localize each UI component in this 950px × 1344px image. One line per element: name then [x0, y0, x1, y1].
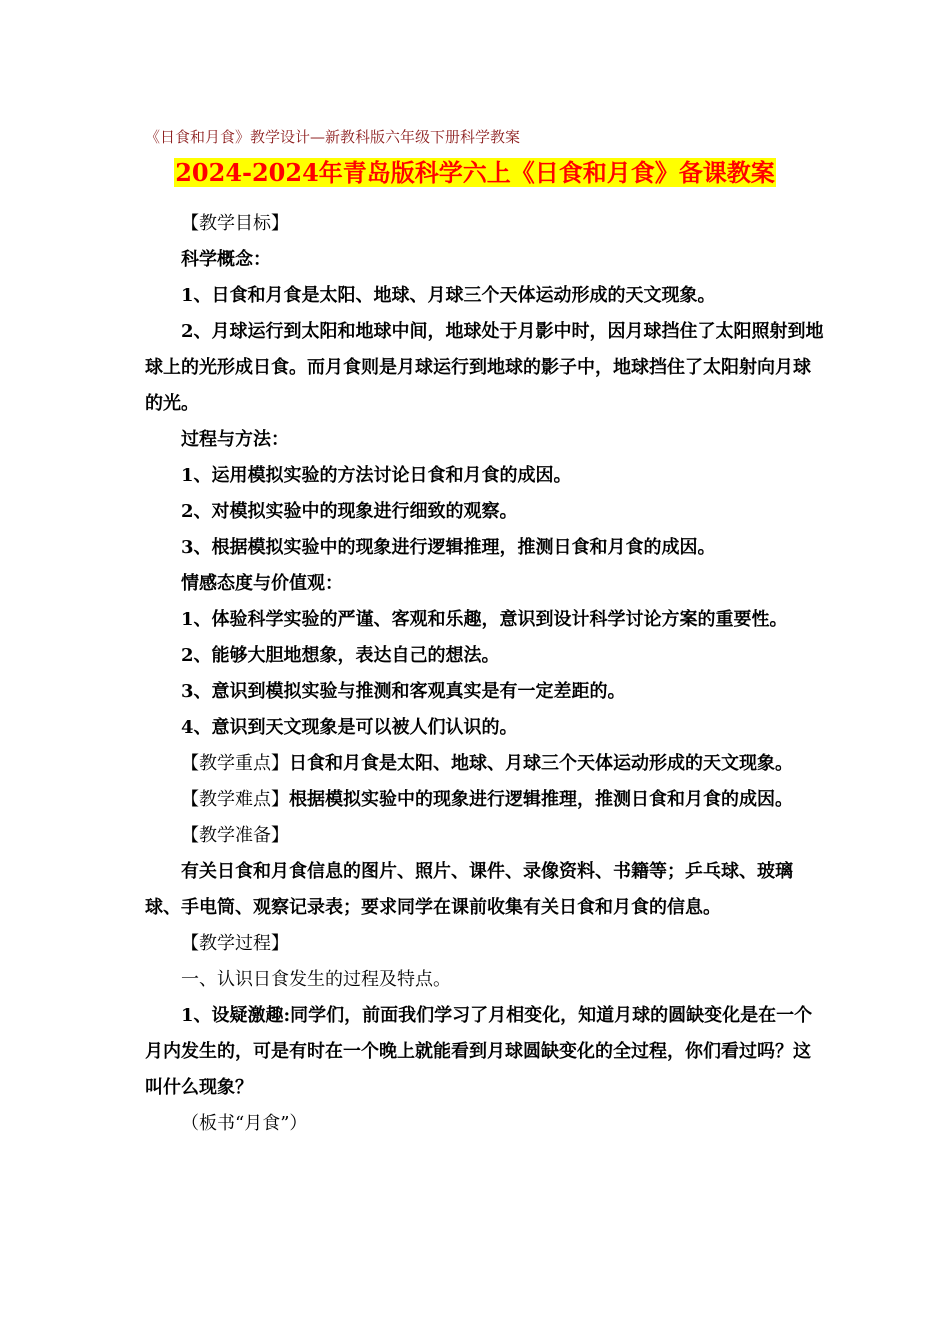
process-step-1: 1、设疑激趣:同学们，前面我们学习了月相变化，知道月球的圆缺变化是在一个月内发生的，可是有时在一个晚上就能看到月球圆缺变化的全过程，你们看过吗？这叫什么现象？ — [145, 1005, 813, 1098]
document-title-text: 2024-2024年青岛版科学六上《日食和月食》备课教案 — [175, 158, 775, 187]
concept-item-1: 1、日食和月食是太阳、地球、月球三个天体运动形成的天文现象。 — [181, 285, 716, 306]
difficulty — [145, 782, 825, 818]
attitude-item-4: 4、意识到天文现象是可以被人们认识的。 — [181, 717, 518, 738]
method-label: 过程与方法： — [181, 429, 289, 450]
method-item-2: 2、对模拟实验中的现象进行细致的观察。 — [181, 501, 518, 522]
attitude-item-3: 3、意识到模拟实验与推测和客观真实是有一定差距的。 — [181, 681, 626, 702]
objectives-heading: 【教学目标】 — [181, 213, 289, 234]
method-item-1: 1、运用模拟实验的方法讨论日食和月食的成因。 — [181, 465, 572, 486]
process-heading: 【教学过程】 — [181, 933, 289, 954]
attitude-label: 情感态度与价值观： — [181, 573, 343, 594]
concept-item-2: 2、月球运行到太阳和地球中间，地球处于月影中时，因月球挡住了太阳照射到地球上的光形成日食。而月食则是月球运行到地球的影子中，地球挡住了太阳射向月球的光。 — [145, 321, 824, 414]
process-section-1: 一、认识日食发生的过程及特点。 — [181, 969, 451, 990]
attitude-item-1: 1、体验科学实验的严谨、客观和乐趣，意识到设计科学讨论方案的重要性。 — [181, 609, 788, 630]
difficulty-label: 【教学难点】 — [181, 789, 289, 810]
preparation-text: 有关日食和月食信息的图片、照片、课件、录像资料、书籍等；乒乓球、玻璃球、手电筒、观察记录表；要求同学在课前收集有关日食和月食的信息。 — [145, 861, 793, 918]
document-body — [145, 206, 825, 1142]
attitude-item-2: 2、能够大胆地想象，表达自己的想法。 — [181, 645, 500, 666]
key-point-text: 日食和月食是太阳、地球、月球三个天体运动形成的天文现象。 — [289, 753, 793, 774]
key-point — [145, 746, 825, 782]
difficulty-text: 根据模拟实验中的现象进行逻辑推理，推测日食和月食的成因。 — [289, 789, 793, 810]
header-note: 《日食和月食》教学设计—新教科版六年级下册科学教案 — [145, 128, 521, 146]
document-title — [0, 156, 950, 190]
preparation-heading: 【教学准备】 — [181, 825, 289, 846]
concept-label: 科学概念： — [181, 249, 271, 270]
board-note: （板书“月食”） — [181, 1113, 308, 1134]
method-item-3: 3、根据模拟实验中的现象进行逻辑推理，推测日食和月食的成因。 — [181, 537, 716, 558]
key-point-label: 【教学重点】 — [181, 753, 289, 774]
